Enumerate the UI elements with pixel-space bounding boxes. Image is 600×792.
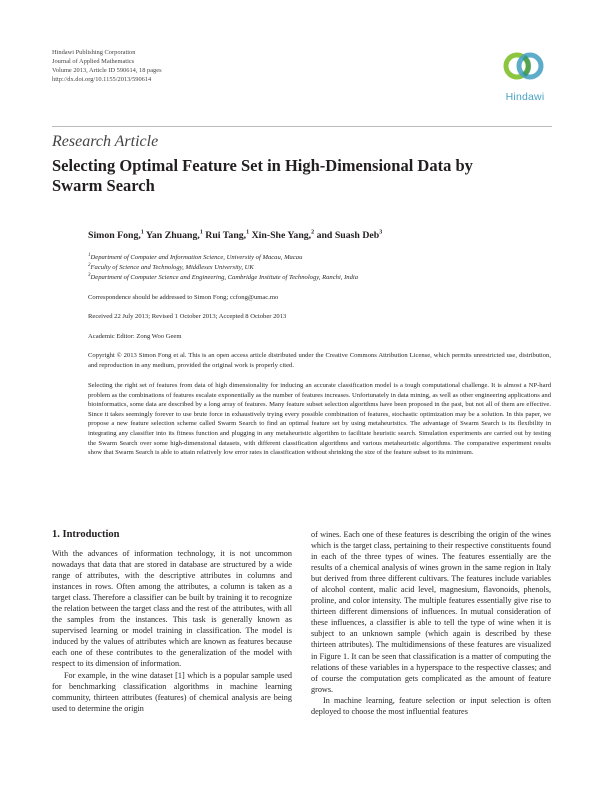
section-heading-introduction: 1. Introduction bbox=[52, 529, 120, 540]
article-title: Selecting Optimal Feature Set in High-Dimensional Data by Swarm Search bbox=[52, 156, 473, 195]
author: Rui Tang,$^1$ bbox=[205, 230, 250, 242]
body-paragraph: For example, in the wine dataset [1] which is a popular sample used for benchmarking classification algorithms in machine learning community, thirteen attributes (features) of chemical analysis are being used to determine the origin bbox=[52, 670, 292, 713]
copyright-notice: Copyright © 2013 Simon Fong et al. This is an open access article distributed under the Creative Commons Attribution License, which permits unrestricted use, distribution, and reproduction in any medium, provided the original work is properly cited. bbox=[88, 352, 551, 369]
doi-link[interactable]: http://dx.doi.org/10.1155/2013/590614 bbox=[52, 76, 152, 83]
right-column bbox=[311, 529, 551, 717]
volume-info: Volume 2013, Article ID 590614, 18 pages bbox=[52, 67, 162, 74]
author: Yan Zhuang,$^1$ bbox=[145, 230, 203, 242]
header-divider bbox=[52, 126, 552, 127]
article-type: Research Article bbox=[52, 133, 159, 150]
affiliation-3: $^3$Department of Computer Science and Engineering, Cambridge Institute of Technology, Ranchi, India bbox=[88, 273, 358, 282]
author: Xin-She Yang,$^2$ bbox=[251, 230, 315, 242]
article-dates: Received 22 July 2013; Revised 1 October 2013; Accepted 8 October 2013 bbox=[88, 313, 287, 320]
affiliation-2: $^2$Faculty of Science and Technology, Middlesex University, UK bbox=[88, 263, 254, 272]
abstract: Selecting the right set of features from data of high dimensionality for inducing an accurate classification model is a tough computational challenge. It is almost a NP-hard problem as the combinations of features escalate exponentially as the number of features increases. Unfortunately in data mining, as well as other engineering applications and bioinformatics, some data are described by a long array of features. Many feature subset selection algorithms have been proposed in the past, but not all of them are effective. Since it takes seemingly forever to use brute force in exhaustively trying every possible combination of features, stochastic optimization may be a solution. In this paper, we propose a new feature selection scheme called Swarm Search to find an optimal feature set by using metaheuristics. The advantage of Swarm Search is its flexibility in integrating any classifier into its fitness function and plugging in any metaheuristic algorithm to facilitate heuristic search. Simulation experiments are carried out by testing the Swarm Search over some high-dimensional datasets, with different classification algorithms and various metaheuristic algorithms. The comparative experiment results show that Swarm Search is able to attain relatively low error rates in classification without shrinking the size of the feature subset to its minimum. bbox=[88, 382, 551, 457]
hindawi-logo bbox=[494, 44, 554, 106]
body-paragraph: With the advances of information technology, it is not uncommon nowadays that data that are stored in database are structured by a wide range of attributes, with the descriptive attributes in columns and instances in rows. Often among the attributes, a column is taken as a target class. Therefore a classifier can be built by training it to recognize the relation between the target class and the rest of the attributes, with all the samples from the instances. This task is generally known as supervised learning or model training in classification. The model is induced by the values of attributes which are known as features because each one of these contributes to the generalization of the model with respect to its dimension of information. bbox=[52, 549, 292, 669]
affiliation-1: $^1$Department of Computer and Information Science, University of Macau, Macau bbox=[88, 253, 303, 262]
publisher-name: Hindawi Publishing Corporation bbox=[52, 49, 136, 56]
author: and Suash Deb$^3$ bbox=[316, 230, 383, 242]
left-column bbox=[52, 548, 292, 714]
journal-name: Journal of Applied Mathematics bbox=[52, 58, 135, 65]
logo-text: Hindawi bbox=[505, 91, 545, 103]
correspondence: Correspondence should be addressed to Simon Fong; ccfong@umac.mo bbox=[88, 294, 279, 301]
academic-editor: Academic Editor: Zong Woo Geem bbox=[88, 333, 182, 340]
publication-info bbox=[52, 48, 162, 84]
body-paragraph: of wines. Each one of these features is describing the origin of the wines which is the target class, pertaining to their respective constituents found in each of the three types of wines. The features essentially are the results of a chemical analysis of wines grown in the same region in Italy but derived from three different cultivars. The features include variables of alcohol content, malic acid level, magnesium, flavonoids, phenols, proline, and color intensity. The multiple features essentially give rise to thirteen different dimensions of influences. In mutual consideration of these influences, a classifier is able to tell the type of wine when it is subject to an unknown sample (which again is described by these thirteen attributes). The multidimensions of these features are visualized in Figure 1. It can be seen that classification is a matter of computing the relations of these variables in a hyperspace to the respective classes; and of course the computation gets complicated as the amount of feature grows. bbox=[311, 530, 551, 694]
author-list bbox=[88, 230, 382, 241]
author: Simon Fong,$^1$ bbox=[88, 230, 144, 242]
hindawi-logo-icon bbox=[494, 44, 554, 90]
body-paragraph: In machine learning, feature selection or input selection is often deployed to choose the most influential features bbox=[311, 695, 551, 716]
